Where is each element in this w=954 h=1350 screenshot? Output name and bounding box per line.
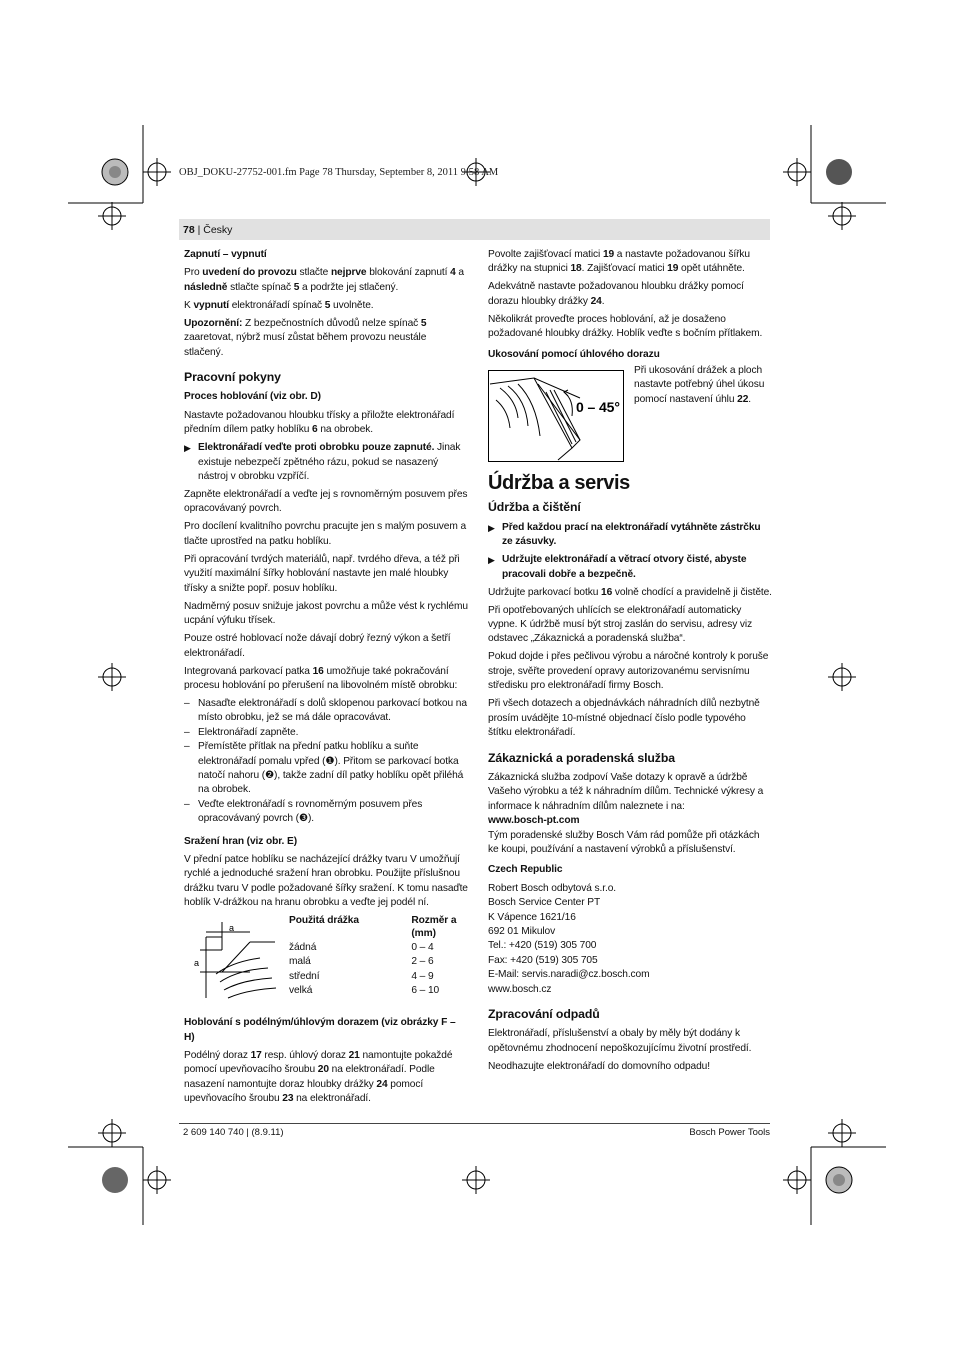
country-title: Czech Republic xyxy=(488,864,563,876)
list-item: – Veďte elektronářadí s rovnoměrným posuvem přes opracovávaný povrch (❸). xyxy=(184,798,468,827)
angle-range-label: 0 – 45° xyxy=(576,399,620,416)
figure-label-a: a xyxy=(229,923,234,934)
column-header-groove: Použitá drážka xyxy=(289,915,359,927)
hoblovani-paragraph-7: Integrovaná parkovací patka 16 umožňuje také pokračování procesu hoblování po přerušení na libovolném místě obrobku: xyxy=(184,665,458,691)
table-cell: 2 – 6 xyxy=(411,956,434,968)
cisteni-paragraph-2: Při opotřebovaných uhlících se elektronářadí automaticky vypne. K údržbě musí být stroj zaslán do servisu, adresy viz odstavec „Zákaznická a poradenská služba“. xyxy=(488,604,753,645)
table-cell: 0 – 4 xyxy=(411,942,434,953)
maintenance-warning-1 xyxy=(488,521,772,550)
table-cell: 6 – 10 xyxy=(411,985,440,997)
odpad-paragraph-2: Neodhazujte elektronářadí do domovního odpadu! xyxy=(488,1060,710,1072)
figure-label-a: a xyxy=(194,958,199,969)
phone-line: Tel.: +420 (519) 305 700 xyxy=(488,940,597,952)
section-zapnuti-title: Zapnutí – vypnutí xyxy=(184,249,267,260)
groove-figure-table xyxy=(184,914,468,1016)
zapnuti-paragraph-2: K vypnutí elektronářadí spínač 5 uvolněte. xyxy=(184,299,374,311)
cisteni-paragraph-3: Pokud dojde i přes pečlivou výrobu a náročné kontroly k poruše stroje, svěřte provedení opravy autorizovanému servisnímu středisku pro elektronářadí firmy Bosch. xyxy=(488,651,769,692)
hoblovani-paragraph-6: Pouze ostré hoblovací nože dávají dobrý řezný výkon a šetří elektronářadí. xyxy=(184,633,451,659)
table-cell: malá xyxy=(289,956,311,968)
bosch-url-link[interactable]: www.bosch-pt.com xyxy=(488,815,580,827)
list-item: – Elektronářadí zapněte. xyxy=(184,726,468,740)
triangle-bullet-icon: ▶ xyxy=(488,522,495,533)
hoblovani-paragraph-1: Nastavte požadovanou hloubku třísky a přiložte elektronářadí předním dílem patky hoblíku 6 na obrobek. xyxy=(184,409,455,436)
website-line[interactable]: www.bosch.cz xyxy=(488,983,552,995)
left-column xyxy=(184,248,468,1110)
angle-stop-figure xyxy=(488,370,624,462)
zakaznicka-paragraph-1: Zákaznická služba zodpoví Vaše dotazy k opravě a údržbě Vašeho výrobku a též k náhradním dílům. Technické výkresy a informace k náhradním dílům naleznete i na: xyxy=(488,771,764,812)
triangle-bullet-icon: ▶ xyxy=(184,443,191,454)
podelny-paragraph: Podélný doraz 17 resp. úhlový doraz 21 namontujte pokaždé pomocí upevňovacího šroubu 20 na elektronářadí. Podle nasazení namontujte doraz hloubky drážky 24 pomocí upevňovacího šroubu 23 na elektronářadí. xyxy=(184,1050,453,1105)
address-line: K Vápence 1621/16 xyxy=(488,911,576,923)
footer-doc-number: 2 609 140 740 | (8.9.11) xyxy=(183,1127,284,1138)
groove-table xyxy=(288,914,468,998)
maintenance-warning-2 xyxy=(488,553,772,582)
email-line[interactable]: E-Mail: servis.naradi@cz.bosch.com xyxy=(488,969,650,981)
section-udrzba-title: Údržba a servis xyxy=(488,472,630,495)
footer-rule xyxy=(179,1123,770,1124)
footer-brand: Bosch Power Tools xyxy=(689,1127,770,1138)
column-header-dimension: Rozměr a (mm) xyxy=(411,915,457,939)
fax-line: Fax: +420 (519) 305 705 xyxy=(488,954,598,966)
file-info: OBJ_DOKU-27752-001.fm Page 78 Thursday, September 8, 2011 9:58 AM xyxy=(179,167,499,178)
section-cisteni-title: Údržba a čištění xyxy=(488,500,581,515)
section-ukosovani-title: Ukosování pomocí úhlového dorazu xyxy=(488,348,660,360)
section-hoblovani-title: Proces hoblování (viz obr. D) xyxy=(184,391,321,403)
list-item: – Přemístěte přítlak na přední patku hoblíku a suňte elektronářadí pomalu vpřed (❶). Přitom se parkovací botka natočí nahoru (❷), takže zadní díl patky hoblíku opět přiléhá na obrobek. xyxy=(184,740,468,798)
chamfer-figure xyxy=(190,922,280,1002)
cisteni-paragraph-1: Udržujte parkovací botku 16 volně chodící a pravidelně ji čistěte. xyxy=(488,586,772,598)
address-line: Bosch Service Center PT xyxy=(488,897,601,909)
hoblovani-paragraph-3: Pro docílení kvalitního povrchu pracujte jen s malým posuvem a tlačte uprostřed na patku hoblíku. xyxy=(184,521,467,547)
address-line: Robert Bosch odbytová s.r.o. xyxy=(488,882,617,894)
section-odpad-title: Zpracování odpadů xyxy=(488,1007,600,1021)
hoblovani-warning xyxy=(184,441,468,484)
ukosovani-paragraph: Při ukosování drážek a ploch nastavte potřebný úhel úkosu pomocí nastavení úhlu 22. xyxy=(634,365,765,405)
table-cell: žádná xyxy=(289,942,317,953)
triangle-bullet-icon: ▶ xyxy=(488,555,495,566)
zapnuti-paragraph-3: Upozornění: Z bezpečnostních důvodů nelze spínač 5 zaaretovat, nýbrž musí zůstat během provozu neustále stlačený. xyxy=(184,317,427,358)
maintenance-warning-1-text: Před každou prací na elektronářadí vytáhněte zástrčku ze zásuvky. xyxy=(502,521,761,548)
right-paragraph-1: Povolte zajišťovací matici 19 a nastavte požadovanou šířku drážky na stupnici 18. Zajišťovací matici 19 opět utáhněte. xyxy=(488,249,750,275)
right-paragraph-3: Několikrát proveďte proces hoblování, až je dosaženo požadované hloubky drážky. Hoblík veďte s bočním přítlakem. xyxy=(488,313,763,340)
header-language: Česky xyxy=(203,224,233,236)
table-row xyxy=(288,941,468,955)
odpad-paragraph-1: Elektronářadí, příslušenství a obaly by měly být dodány k opětovnému zhodnocení nepoškozujícímu životní prostředí. xyxy=(488,1028,752,1054)
table-cell: 4 – 9 xyxy=(411,970,434,982)
section-pracovni-title: Pracovní pokyny xyxy=(184,370,281,385)
parking-steps-list xyxy=(184,697,468,827)
hoblovani-paragraph-2: Zapněte elektronářadí a veďte jej s rovnoměrným posuvem přes opracovávaný povrch. xyxy=(184,489,468,515)
table-row xyxy=(288,984,468,998)
table-cell: střední xyxy=(289,970,320,982)
header-bar xyxy=(179,219,770,240)
table-row xyxy=(288,970,468,984)
hoblovani-paragraph-5: Nadměrný posuv snižuje jakost povrchu a může vést k rychlému ucpání výfuku třísek. xyxy=(184,600,468,627)
header-separator: | xyxy=(194,224,204,236)
hoblovani-paragraph-4: Při opracování tvrdých materiálů, např. tvrdého dřeva, a též při využití maximální šířky hoblování nastavte jen malé hloubky třísky a snižte popř. posuv hoblíku. xyxy=(184,553,460,594)
zakaznicka-paragraph-2: Tým poradenské služby Bosch Vám rád pomůže při otázkách ke koupi, používání a nastavení výrobků a příslušenství. xyxy=(488,829,760,855)
table-cell: velká xyxy=(289,985,313,997)
page-number: 78 xyxy=(183,224,195,236)
zapnuti-paragraph-1: Pro uvedení do provozu stlačte nejprve blokování zapnutí 4 a následně stlačte spínač 5 a podržte jej stlačený. xyxy=(184,267,464,293)
service-address xyxy=(488,882,772,997)
section-podelny-title: Hoblování s podélným/úhlovým dorazem (viz obrázky F – H) xyxy=(184,1017,456,1043)
address-line: 692 01 Mikulov xyxy=(488,925,556,937)
right-paragraph-2: Adekvátně nastavte požadovanou hloubku drážky pomocí dorazu hloubky drážky 24. xyxy=(488,281,744,307)
cisteni-paragraph-4: Při všech dotazech a objednávkách náhradních dílů nezbytně prosím uvádějte 10-místné objednací číslo podle typového štítku elektronářadí. xyxy=(488,698,760,739)
section-zakaznicka-title: Zákaznická a poradenská služba xyxy=(488,750,676,765)
srazeni-paragraph: V přední patce hoblíku se nacházející drážky tvaru V umožňují rychlé a jednoduché sražení hran obrobku. Použijte příslušnou drážku tvaru V podle požadované šířky sražení. K tomu nasaďte hoblík V-drážkou na hranu obrobku a veďte jej podél ní. xyxy=(184,853,468,909)
right-column xyxy=(488,248,772,1078)
maintenance-warning-2-text: Udržujte elektronářadí a větrací otvory čisté, abyste pracovali dobře a bezpečně. xyxy=(502,554,747,580)
ukosovani-block xyxy=(488,366,772,462)
section-srazeni-title: Sražení hran (viz obr. E) xyxy=(184,835,297,847)
list-item: – Nasaďte elektronářadí s dolů sklopenou parkovací botkou na místo obrobku, jež se má dále opracovávat. xyxy=(184,697,468,726)
table-row xyxy=(288,955,468,969)
page-header xyxy=(183,224,232,236)
hoblovani-warning-text: Elektronářadí veďte proti obrobku pouze zapnuté. Jinak existuje nebezpečí zpětného rázu, pokud se nasazený nástroj v obrobku vzpříčí. xyxy=(198,442,461,483)
